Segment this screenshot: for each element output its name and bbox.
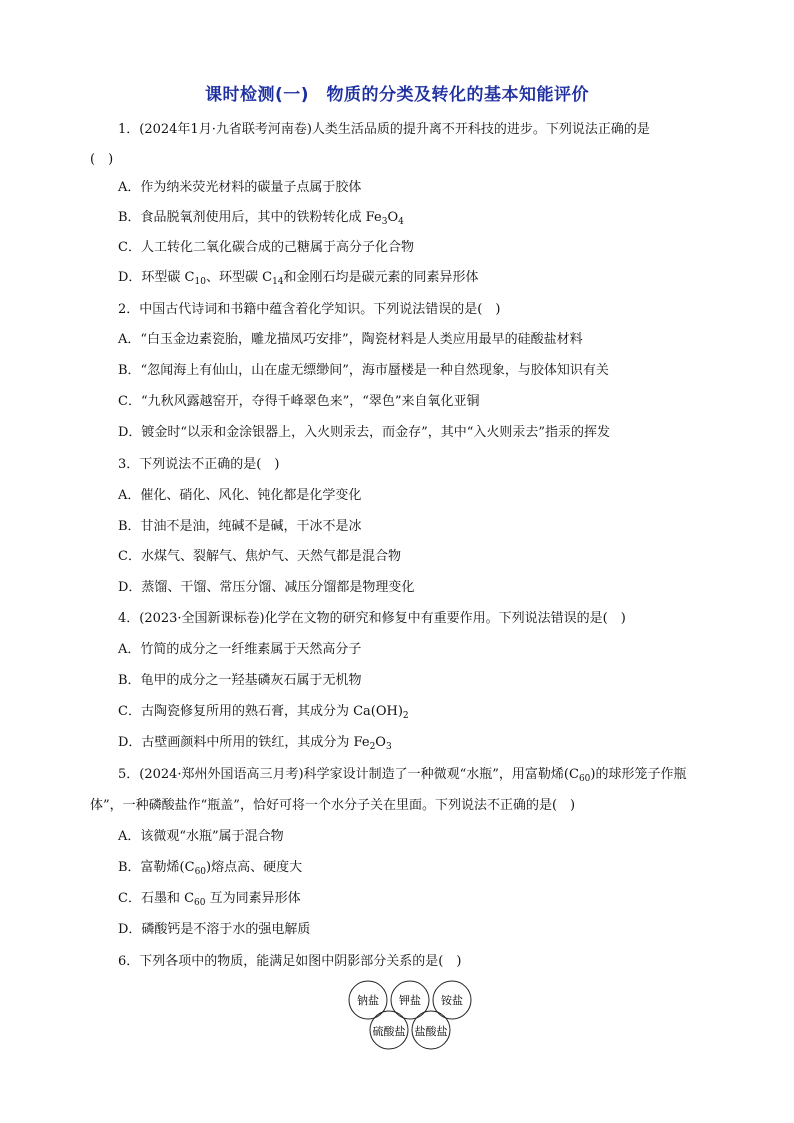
- q5-stem: 5．(2024·郑州外国语高三月考)科学家设计制造了一种微观“水瓶”，用富勒烯$(C_{60})$的球形笼子作瓶: [118, 767, 687, 784]
- q1-option-a: A．作为纳米荧光材料的碳量子点属于胶体: [118, 180, 362, 195]
- q6-stem: 6．下列各项中的物质，能满足如图中阴影部分关系的是( ): [118, 954, 462, 969]
- q3-option-a: A．催化、硝化、风化、钝化都是化学变化: [118, 488, 362, 503]
- sodium-salt-label: 钠盐: [357, 994, 379, 1007]
- q1-stem-cont: ( ): [90, 152, 114, 167]
- potassium-salt-label: 钾盐: [399, 994, 421, 1007]
- q1-stem: 1．(2024年1月·九省联考河南卷)人类生活品质的提升离不开科技的进步。下列说法正确的是: [118, 122, 650, 137]
- sulfate-label: 硫酸盐: [372, 1025, 406, 1038]
- q2-option-b: B．“忽闻海上有仙山，山在虚无缥缈间”，海市蜃楼是一种自然现象，与胶体知识有关: [118, 363, 609, 378]
- q5-stem-cont: 体”，一种磷酸盐作“瓶盖”，恰好可将一个水分子关在里面。下列说法不正确的是( ): [90, 798, 576, 813]
- salt-classification-diagram: [340, 980, 480, 1052]
- q3-stem: 3．下列说法不正确的是( ): [118, 457, 280, 472]
- q1-option-d: D．环型碳 $C_{10}$、环型碳 $C_{14}$和金刚石均是碳元素的同素异形体: [118, 270, 479, 287]
- q4-option-c: C．古陶瓷修复所用的熟石膏，其成分为 $Ca(OH)_2$: [118, 704, 409, 721]
- q1-option-b: B．食品脱氧剂使用后，其中的铁粉转化成 $Fe_3O_4$: [118, 210, 404, 227]
- q5-option-d: D．磷酸钙是不溶于水的强电解质: [118, 922, 311, 937]
- q3-option-d: D．蒸馏、干馏、常压分馏、减压分馏都是物理变化: [118, 580, 415, 595]
- q2-stem: 2．中国古代诗词和书籍中蕴含着化学知识。下列说法错误的是( ): [118, 302, 501, 317]
- q4-option-d: D．古壁画颜料中所用的铁红，其成分为 $Fe_2O_3$: [118, 735, 392, 752]
- q2-option-a: A．“白玉金边素瓷胎，雕龙描凤巧安排”，陶瓷材料是人类应用最早的硅酸盐材料: [118, 332, 583, 347]
- page-title: 课时检测(一) 物质的分类及转化的基本知能评价: [204, 85, 590, 105]
- chloride-label: 盐酸盐: [414, 1025, 448, 1038]
- q5-option-b: B．富勒烯$(C_{60})$熔点高、硬度大: [118, 860, 303, 877]
- q2-option-c: C．“九秋风露越窑开，夺得千峰翠色来”，“翠色”来自氧化亚铜: [118, 394, 480, 409]
- q3-option-b: B．甘油不是油，纯碱不是碱，干冰不是冰: [118, 519, 362, 534]
- q3-option-c: C．水煤气、裂解气、焦炉气、天然气都是混合物: [118, 549, 401, 564]
- q1-option-c: C．人工转化二氧化碳合成的己糖属于高分子化合物: [118, 240, 414, 255]
- q2-option-d: D．镀金时“以汞和金涂银器上，入火则汞去，而金存”，其中“入火则汞去”指汞的挥发: [118, 425, 611, 440]
- ammonium-salt-label: 铵盐: [441, 994, 463, 1007]
- q4-option-a: A．竹简的成分之一纤维素属于天然高分子: [118, 642, 362, 657]
- q5-option-a: A．该微观“水瓶”属于混合物: [118, 829, 284, 844]
- q4-option-b: B．龟甲的成分之一羟基磷灰石属于无机物: [118, 673, 362, 688]
- q4-stem: 4．(2023·全国新课标卷)化学在文物的研究和修复中有重要作用。下列说法错误的是( ): [118, 611, 626, 626]
- q5-option-c: C．石墨和 $C_{60}$ 互为同素异形体: [118, 891, 301, 908]
